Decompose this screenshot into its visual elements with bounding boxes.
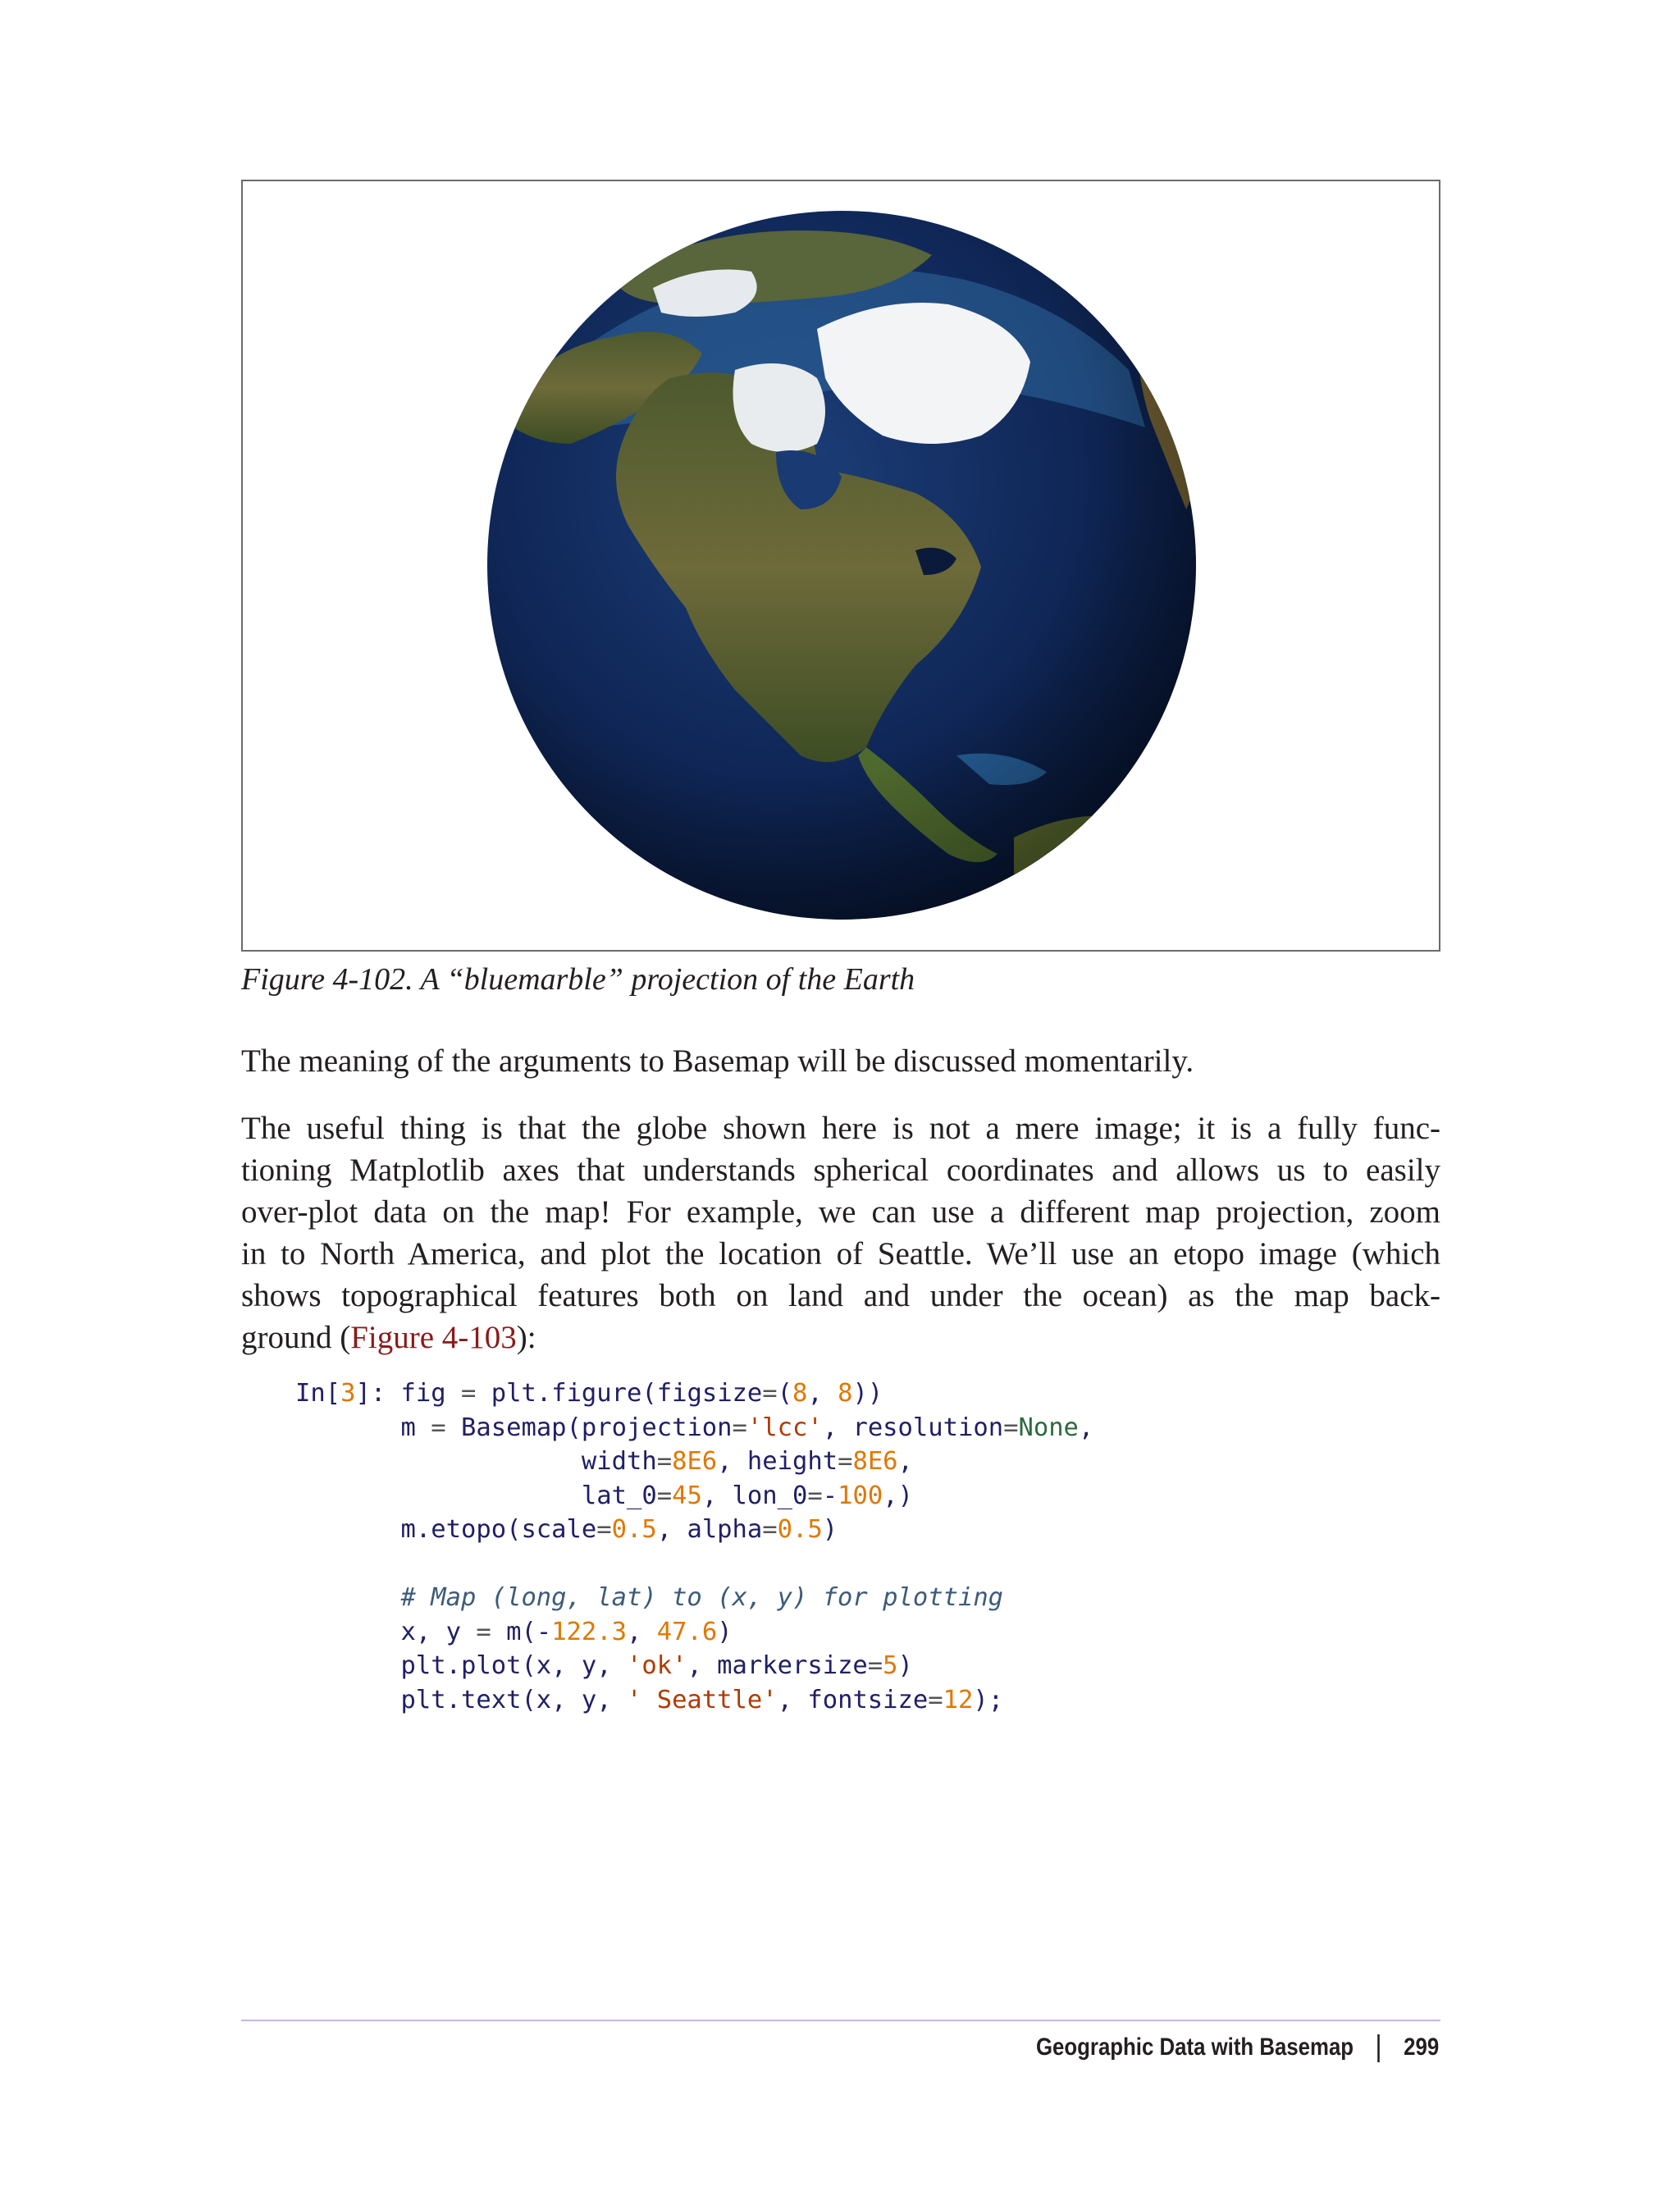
figure-frame (241, 180, 1440, 952)
code-line: m.etopo(scale=0.5, alpha=0.5) (295, 1515, 838, 1544)
paragraph-1-text: The meaning of the arguments to Basemap will be discussed momentarily. (241, 1043, 1194, 1079)
footer-section-title: Geographic Data with Basemap (1035, 2034, 1354, 2061)
figure-caption: Figure 4-102. A “bluemarble” projection of the Earth (241, 962, 915, 997)
paragraph-2 (241, 1107, 1440, 1358)
paragraph-2-line: over-plot data on the map! For example, we can use a different map projection, zoom (241, 1194, 1440, 1230)
paragraph-2-line: in to North America, and plot the location of Seattle. We’ll use an etopo image (which (241, 1236, 1440, 1271)
bluemarble-globe-image (243, 181, 1440, 952)
paragraph-2-last-line (241, 1317, 1440, 1358)
figure-4-103-link[interactable]: Figure 4-103 (350, 1320, 517, 1355)
paragraph-2-last-prefix: ground ( (241, 1320, 351, 1355)
page-number: 299 (1403, 2034, 1439, 2061)
paragraph-2-line: The useful thing is that the globe shown here is not a mere image; it is a fully func- (241, 1111, 1440, 1146)
paragraph-1 (241, 1040, 1440, 1082)
code-line: x, y = m(-122.3, 47.6) (295, 1617, 733, 1646)
code-block (295, 1376, 1093, 1717)
running-footer (1036, 2031, 1439, 2064)
code-line: m = Basemap(projection='lcc', resolution=None, (295, 1413, 1094, 1442)
code-line: plt.plot(x, y, 'ok', markersize=5) (295, 1651, 913, 1680)
code-line: # Map (long, lat) to (x, y) for plotting (400, 1583, 1004, 1612)
paragraph-2-last-suffix: ): (516, 1320, 536, 1355)
code-line: width=8E6, height=8E6, (295, 1447, 913, 1476)
footer-divider (241, 2020, 1440, 2021)
code-line: lat_0=45, lon_0=-100,) (295, 1481, 913, 1510)
footer-separator (1377, 2034, 1380, 2062)
code-line: plt.text(x, y, ' Seattle', fontsize=12); (295, 1685, 1004, 1714)
paragraph-2-line: tioning Matplotlib axes that understands spherical coordinates and allows us to easily (241, 1153, 1440, 1188)
paragraph-2-line: shows topographical features both on land and under the ocean) as the map back- (241, 1278, 1440, 1313)
code-line: In[3]: fig = plt.figure(figsize=(8, 8)) (295, 1379, 883, 1408)
